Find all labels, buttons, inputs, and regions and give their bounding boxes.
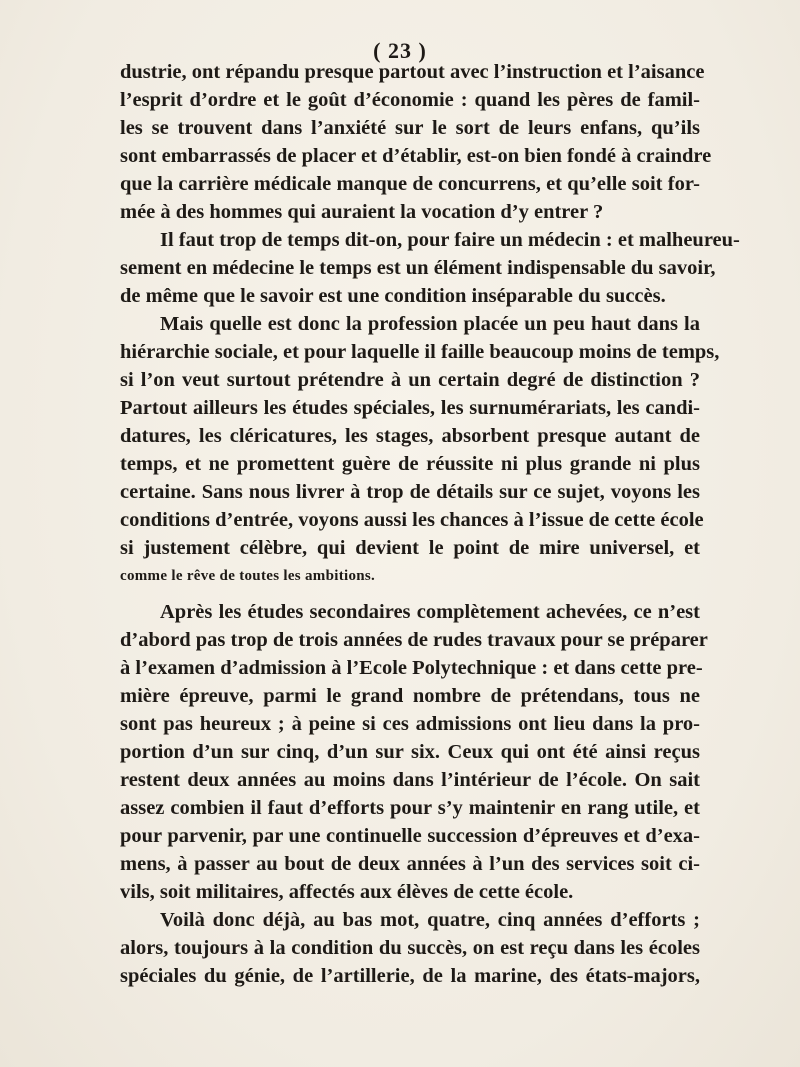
text-line: d’abord pas trop de trois années de rudes travaux pour se préparer (120, 629, 708, 651)
text-line: pour parvenir, par une continuelle succession d’épreuves et d’exa- (120, 825, 700, 847)
text-line: à l’examen d’admission à l’Ecole Polytechnique : et dans cette pre- (120, 657, 703, 679)
text-line: vils, soit militaires, affectés aux élèves de cette école. (120, 881, 574, 903)
text-line: Il faut trop de temps dit-on, pour faire un médecin : et malheureu- (160, 229, 740, 251)
text-line: si justement célèbre, qui devient le point de mire universel, et (120, 537, 700, 559)
text-line: alors, toujours à la condition du succès, on est reçu dans les écoles (120, 937, 700, 959)
text-line: sement en médecine le temps est un élément indispensable du savoir, (120, 257, 716, 279)
text-line: comme le rêve de toutes les ambitions. (120, 568, 376, 584)
text-line: Après les études secondaires complètement achevées, ce n’est (160, 601, 700, 623)
text-line: conditions d’entrée, voyons aussi les chances à l’issue de cette école (120, 509, 704, 531)
text-line: spéciales du génie, de l’artillerie, de la marine, des états-majors, (120, 965, 700, 987)
text-line: sont embarrassés de placer et d’établir, est-on bien fondé à craindre (120, 145, 712, 167)
page-number: ( 23 ) (373, 38, 427, 63)
text-line: mière épreuve, parmi le grand nombre de prétendans, tous ne (120, 685, 700, 707)
text-line: Voilà donc déjà, au bas mot, quatre, cinq années d’efforts ; (160, 909, 700, 931)
text-line: dustrie, ont répandu presque partout avec l’instruction et l’aisance (120, 61, 705, 83)
text-line: portion d’un sur cinq, d’un sur six. Ceux qui ont été ainsi reçus (120, 741, 700, 763)
text-line: temps, et ne promettent guère de réussite ni plus grande ni plus (120, 453, 700, 475)
text-line: assez combien il faut d’efforts pour s’y maintenir en rang utile, et (120, 797, 700, 819)
text-line: mens, à passer au bout de deux années à l’un des services soit ci- (120, 853, 700, 875)
text-line: que la carrière médicale manque de concurrens, et qu’elle soit for- (120, 173, 700, 195)
body-text (120, 58, 740, 990)
text-line: si l’on veut surtout prétendre à un certain degré de distinction ? (120, 369, 700, 391)
text-line: certaine. Sans nous livrer à trop de détails sur ce sujet, voyons les (120, 481, 700, 503)
paragraph-gap (120, 590, 700, 598)
text-line: hiérarchie sociale, et pour laquelle il faille beaucoup moins de temps, (120, 341, 720, 363)
text-line: Partout ailleurs les études spéciales, les surnumérariats, les candi- (120, 397, 700, 419)
text-line: restent deux années au moins dans l’intérieur de l’école. On sait (120, 769, 700, 791)
text-line: sont pas heureux ; à peine si ces admissions ont lieu dans la pro- (120, 713, 700, 735)
text-line: mée à des hommes qui auraient la vocation d’y entrer ? (120, 201, 604, 223)
text-line: Mais quelle est donc la profession placée un peu haut dans la (160, 313, 700, 335)
text-line: datures, les cléricatures, les stages, absorbent presque autant de (120, 425, 700, 447)
text-line: de même que le savoir est une condition inséparable du succès. (120, 285, 666, 307)
text-line: l’esprit d’ordre et le goût d’économie : quand les pères de famil- (120, 89, 700, 111)
text-line: les se trouvent dans l’anxiété sur le sort de leurs enfans, qu’ils (120, 117, 700, 139)
